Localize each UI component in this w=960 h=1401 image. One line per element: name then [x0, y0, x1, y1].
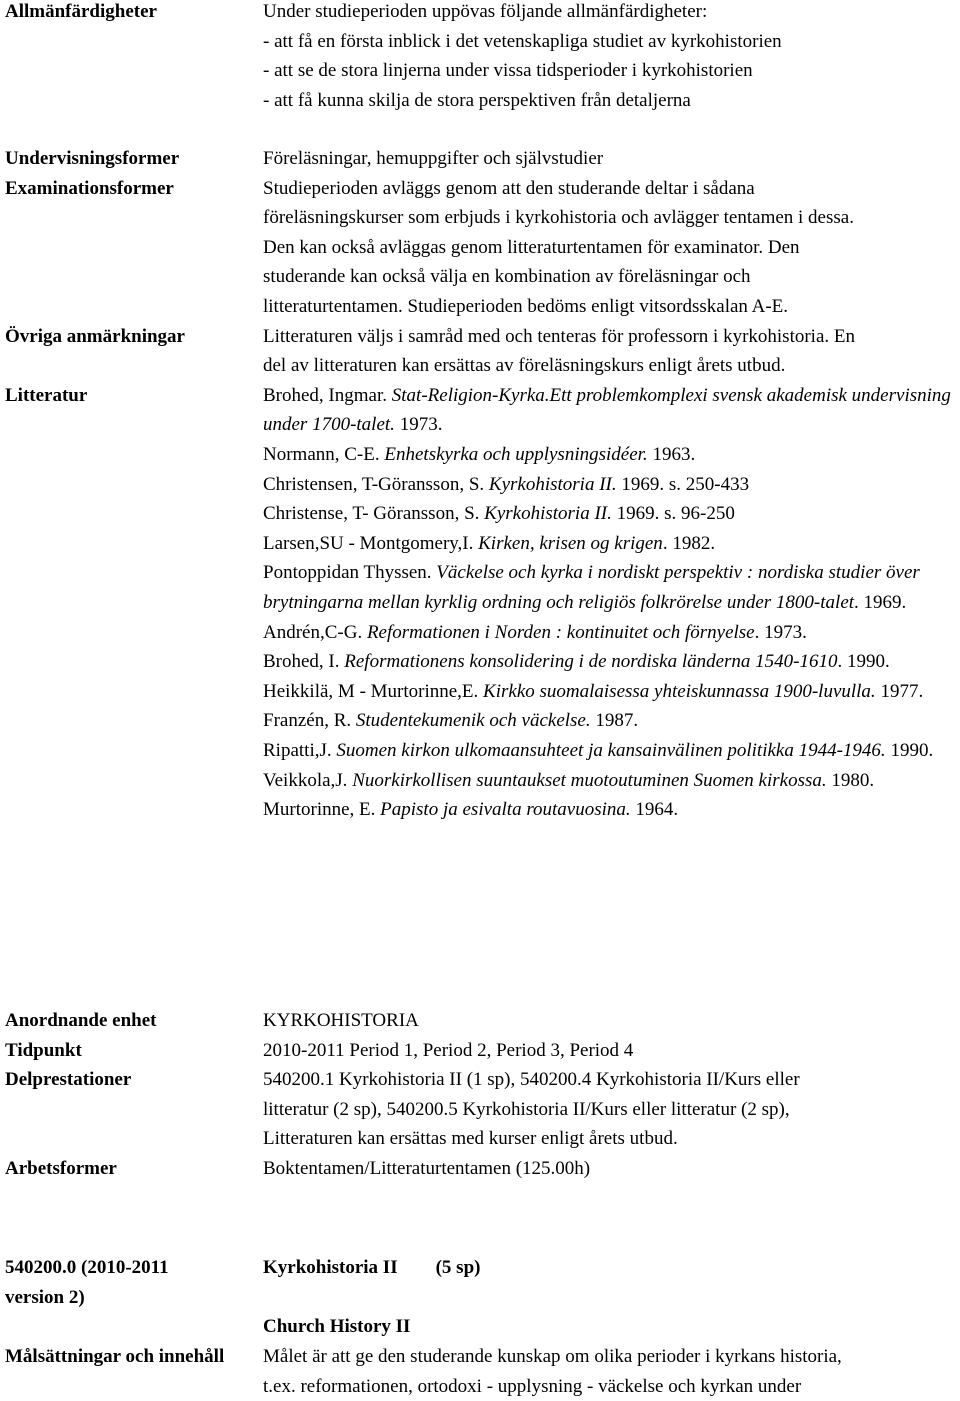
literature-info: 1964.: [630, 799, 679, 821]
literature-title: Enhetskyrka och upplysningsidéer.: [384, 443, 648, 465]
label-arbetsformer: Arbetsformer: [5, 1158, 117, 1179]
literature-author: Christensen, T-Göransson, S.: [263, 473, 489, 495]
literature-info: 1973.: [394, 414, 443, 436]
literature-entry: [263, 529, 955, 559]
literature-info: 1977.: [875, 680, 924, 702]
literature-title: Kyrkohistoria II.: [484, 503, 612, 525]
label-undervisningsformer: Undervisningsformer: [5, 148, 180, 169]
literature-entry: [263, 440, 955, 470]
literature-title: Suomen kirkon ulkomaansuhteet ja kansainvälinen politikka 1944-1946.: [336, 739, 886, 761]
arbetsformer-value: Boktentamen/Litteraturtentamen (125.00h): [263, 1158, 591, 1179]
literature-author: Heikkilä, M - Murtorinne,E.: [263, 680, 484, 702]
literature-title: Reformationen i Norden : kontinuitet och förnyelse: [366, 621, 755, 643]
literature-info: 1969. s. 250-433: [616, 473, 750, 495]
literature-entry: [263, 558, 955, 617]
literature-info: . 1973.: [754, 621, 807, 643]
literature-title: Stat-Religion-Kyrka.Ett problemkomplexi svensk akademisk undervisning under 1700-talet.: [263, 384, 951, 436]
label-examinationsformer: Examinationsformer: [5, 177, 174, 199]
literature-entry: [263, 647, 955, 677]
anordnande-enhet-value: KYRKOHISTORIA: [263, 1010, 419, 1031]
literature-author: Normann, C-E.: [263, 443, 385, 465]
label-anordnande-enhet: Anordnande enhet: [5, 1010, 157, 1031]
literature-title: Studentekumenik och väckelse.: [355, 710, 591, 732]
label-allmanfardigheter: Allmänfärdigheter: [5, 1, 157, 22]
literature-author: Ripatti,J.: [263, 739, 337, 761]
literature-info: . 1982.: [662, 532, 716, 554]
ovriga-anmarkningar-text: [263, 322, 960, 381]
label-litteratur: Litteratur: [5, 384, 88, 406]
literature-author: Franzén, R.: [263, 710, 356, 732]
examinationsformer-line: studerande kan också välja en kombination av föreläsningar och: [263, 266, 751, 288]
tidpunkt-value: 2010-2011 Period 1, Period 2, Period 3, Period 4: [263, 1039, 634, 1061]
allmanfardigheter-line: - att få kunna skilja de stora perspektiven från detaljerna: [263, 89, 691, 111]
literature-title: Kyrkohistoria II.: [488, 473, 617, 495]
literature-info: 1963.: [647, 443, 696, 465]
literature-author: Veikkola,J.: [263, 769, 353, 791]
literature-entry: [263, 381, 955, 440]
label-malsattningar: Målsättningar och innehåll: [5, 1346, 225, 1367]
literature-entry: [263, 499, 955, 529]
literature-entry: [263, 677, 955, 707]
literature-title: Kirken, krisen og krigen: [478, 532, 663, 554]
malsattningar-text: [263, 1342, 960, 1401]
allmanfardigheter-line: - att se de stora linjerna under vissa tidsperioder i kyrkohistorien: [263, 60, 753, 82]
litteratur-list: [263, 381, 955, 825]
course-code: [5, 1253, 260, 1312]
literature-title: Kirkko suomalaisessa yhteiskunnassa 1900-luvulla.: [483, 680, 876, 702]
delprestationer-line: litteratur (2 sp), 540200.5 Kyrkohistoria II/Kurs eller litteratur (2 sp),: [263, 1098, 790, 1120]
literature-info: 1987.: [590, 710, 639, 732]
literature-author: Brohed, Ingmar.: [263, 384, 392, 406]
course-code-line: 540200.0 (2010-2011: [5, 1257, 169, 1278]
delprestationer-value: [263, 1065, 960, 1154]
literature-info: 1990.: [885, 739, 934, 761]
literature-title: Reformationens konsolidering i de nordiska länderna 1540-1610: [344, 651, 838, 673]
literature-author: Larsen,SU - Montgomery,I.: [263, 532, 479, 554]
literature-author: Christense, T- Göransson, S.: [263, 503, 485, 525]
literature-info: 1980.: [826, 769, 875, 791]
literature-info: . 1969.: [854, 591, 907, 613]
literature-entry: [263, 766, 955, 796]
examinationsformer-line: Studieperioden avläggs genom att den studerande deltar i sådana: [263, 177, 755, 199]
literature-entry: [263, 706, 955, 736]
course-name: Kyrkohistoria II: [263, 1257, 398, 1278]
examinationsformer-line: litteraturtentamen. Studieperioden bedöms enligt vitsordsskalan A-E.: [263, 295, 789, 317]
literature-title: Papisto ja esivalta routavuosina.: [380, 799, 631, 821]
label-ovriga-anmarkningar: Övriga anmärkningar: [5, 325, 185, 347]
examinationsformer-line: föreläsningskurser som erbjuds i kyrkohistoria och avlägger tentamen i dessa.: [263, 207, 854, 229]
course-credits: (5 sp): [435, 1257, 481, 1278]
literature-author: Murtorinne, E.: [263, 799, 381, 821]
course-title-row: [263, 1253, 960, 1283]
literature-author: Pontoppidan Thyssen.: [263, 562, 437, 584]
ovriga-line: del av litteraturen kan ersättas av föreläsningskurs enligt årets utbud.: [263, 355, 786, 377]
literature-info: 1969. s. 96-250: [611, 503, 735, 525]
malsattningar-line: Målet är att ge den studerande kunskap om olika perioder i kyrkans historia,: [263, 1346, 842, 1367]
literature-author: Andrén,C-G.: [263, 621, 367, 643]
label-delprestationer: Delprestationer: [5, 1069, 132, 1091]
examinationsformer-line: Den kan också avläggas genom litteraturtentamen för examinator. Den: [263, 236, 800, 258]
undervisningsformer-text: Föreläsningar, hemuppgifter och självstudier: [263, 148, 604, 169]
label-tidpunkt: Tidpunkt: [5, 1039, 82, 1061]
ovriga-line: Litteraturen väljs i samråd med och tenteras för professorn i kyrkohistoria. En: [263, 325, 855, 347]
literature-info: . 1990.: [837, 651, 890, 673]
literature-entry: [263, 736, 955, 766]
course-english-name: Church History II: [263, 1316, 411, 1337]
literature-entry: [263, 618, 955, 648]
literature-title: Nuorkirkollisen suuntaukset muotoutuminen Suomen kirkossa.: [352, 769, 827, 791]
literature-author: Brohed, I.: [263, 651, 345, 673]
course-code-line: version 2): [5, 1286, 85, 1308]
delprestationer-line: Litteraturen kan ersättas med kurser enligt årets utbud.: [263, 1128, 678, 1150]
literature-title: Väckelse och kyrka i nordiskt perspektiv : nordiska studier över brytningarna mellan kyrklig ordning och religiös folkrörelse under 1800-talet: [263, 562, 920, 613]
allmanfardigheter-line: Under studieperioden uppövas följande allmänfärdigheter:: [263, 1, 708, 22]
literature-entry: [263, 795, 955, 825]
allmanfardigheter-line: - att få en första inblick i det vetenskapliga studiet av kyrkohistorien: [263, 30, 782, 52]
allmanfardigheter-text: [263, 0, 960, 115]
literature-entry: [263, 470, 955, 500]
examinationsformer-text: [263, 174, 960, 322]
malsattningar-line: t.ex. reformationen, ortodoxi - upplysning - väckelse och kyrkan under: [263, 1375, 802, 1397]
delprestationer-line: 540200.1 Kyrkohistoria II (1 sp), 540200.4 Kyrkohistoria II/Kurs eller: [263, 1069, 800, 1091]
